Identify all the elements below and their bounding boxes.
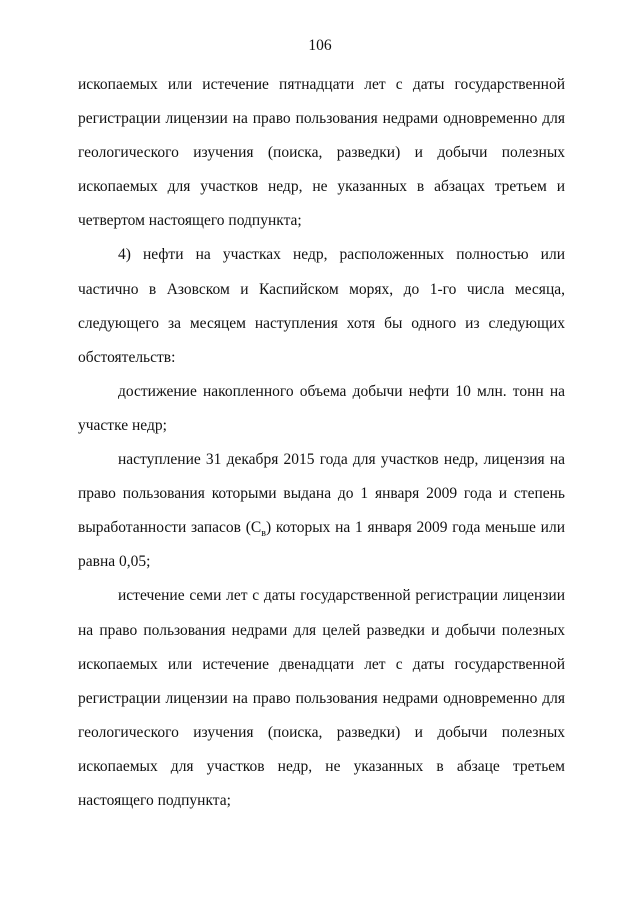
paragraph-accumulated-volume: достижение накопленного объема добычи нефти 10 млн. тонн на участке недр; bbox=[78, 382, 565, 434]
reserves-subscript: в bbox=[261, 528, 266, 540]
page-number: 106 bbox=[308, 37, 332, 54]
paragraph-item-4-oil: 4) нефти на участках недр, расположенных полностью или частично в Азовском и Каспийском морях, до 1-го числа месяца, следующего за месяцем наступления хотя бы одного из следующих обстоятельств: bbox=[78, 246, 565, 366]
paragraph-seven-years: истечение семи лет с даты государственной регистрации лицензии на право пользования недрами для целей разведки и добычи полезных ископаемых или истечение двенадцати лет с даты государственной регистрации лицензии на право пользования недрами одновременно для геологического изучения (поиска, разведки) и добычи полезных ископаемых для участков недр, не указанных в абзаце третьем настоящего подпункта; bbox=[78, 587, 565, 809]
document-body bbox=[78, 68, 565, 818]
paragraph-continuation: ископаемых или истечение пятнадцати лет с даты государственной регистрации лицензии на право пользования недрами одновременно для геологического изучения (поиска, разведки) и добычи полезных ископаемых для участков недр, не указанных в абзацах третьем и четвертом настоящего подпункта; bbox=[78, 76, 565, 230]
paragraph-december-2015 bbox=[78, 443, 565, 579]
paragraph-text-after: ) которых на 1 января 2009 года меньше или равна 0,05; bbox=[78, 519, 566, 571]
paragraph-text-before: наступление 31 декабря 2015 года для участков недр, лицензия на право пользования которыми выдана до 1 января 2009 года и степень выработанности запасов (С bbox=[78, 451, 565, 537]
